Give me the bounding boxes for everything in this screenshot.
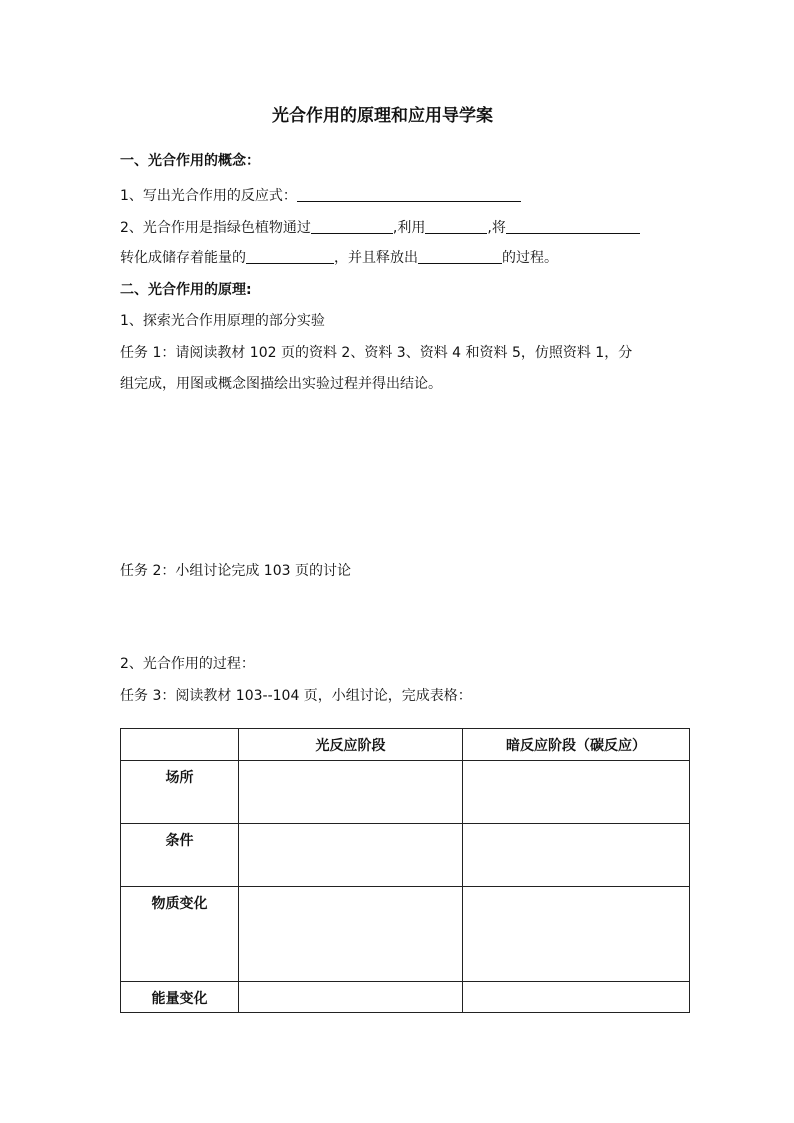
row-label-energy-change: 能量变化: [121, 982, 239, 1013]
question-2-text-f: 的过程。: [502, 250, 558, 266]
cell-conditions-dark[interactable]: [463, 824, 690, 887]
subsection-2: 2、光合作用的过程：: [120, 656, 255, 672]
page-title: 光合作用的原理和应用导学案: [272, 106, 493, 126]
table-row: [121, 824, 690, 887]
answer-blank-product[interactable]: [246, 249, 334, 264]
task-3: 任务 3：阅读教材 103--104 页，小组讨论，完成表格：: [120, 688, 472, 704]
photosynthesis-table: [120, 728, 690, 1013]
answer-blank-reaction[interactable]: [297, 187, 521, 202]
question-2-text-a: 2、光合作用是指绿色植物通过: [120, 220, 311, 236]
table-row: [121, 887, 690, 982]
table-row: [121, 982, 690, 1013]
row-label-site: 场所: [121, 761, 239, 824]
task-1-line-2: 组完成，用图或概念图描绘出实验过程并得出结论。: [120, 376, 442, 392]
section-1-heading: 一、光合作用的概念：: [120, 153, 260, 169]
question-1-label: 1、写出光合作用的反应式：: [120, 188, 297, 204]
section-2-heading: 二、光合作用的原理:: [120, 282, 252, 298]
answer-blank-site[interactable]: [311, 219, 393, 234]
question-2-line-1: [120, 218, 640, 238]
table-header-light-reaction: 光反应阶段: [239, 729, 463, 761]
table-header-dark-reaction: 暗反应阶段（碳反应）: [463, 729, 690, 761]
cell-site-light[interactable]: [239, 761, 463, 824]
task-1-line-1: 任务 1：请阅读教材 102 页的资料 2、资料 3、资料 4 和资料 5，仿照资料 1，分: [120, 345, 633, 361]
cell-site-dark[interactable]: [463, 761, 690, 824]
question-1: [120, 186, 521, 206]
answer-blank-energy-source[interactable]: [425, 219, 487, 234]
question-2-line-2: [120, 248, 558, 268]
subsection-1: 1、探索光合作用原理的部分实验: [120, 313, 325, 329]
row-label-material-change: 物质变化: [121, 887, 239, 982]
question-2-text-c: ,将: [487, 220, 506, 236]
row-label-conditions: 条件: [121, 824, 239, 887]
cell-material-dark[interactable]: [463, 887, 690, 982]
question-2-text-d: 转化成储存着能量的: [120, 250, 246, 266]
table-row: [121, 761, 690, 824]
question-2-text-e: ，并且释放出: [334, 250, 418, 266]
question-2-text-b: ,利用: [392, 220, 426, 236]
table-header-row: [121, 729, 690, 761]
cell-energy-light[interactable]: [239, 982, 463, 1013]
table-header-empty: [121, 729, 239, 761]
answer-blank-raw-materials[interactable]: [506, 219, 640, 234]
cell-energy-dark[interactable]: [463, 982, 690, 1013]
cell-conditions-light[interactable]: [239, 824, 463, 887]
task-2: 任务 2：小组讨论完成 103 页的讨论: [120, 563, 351, 579]
cell-material-light[interactable]: [239, 887, 463, 982]
answer-blank-released[interactable]: [418, 249, 502, 264]
